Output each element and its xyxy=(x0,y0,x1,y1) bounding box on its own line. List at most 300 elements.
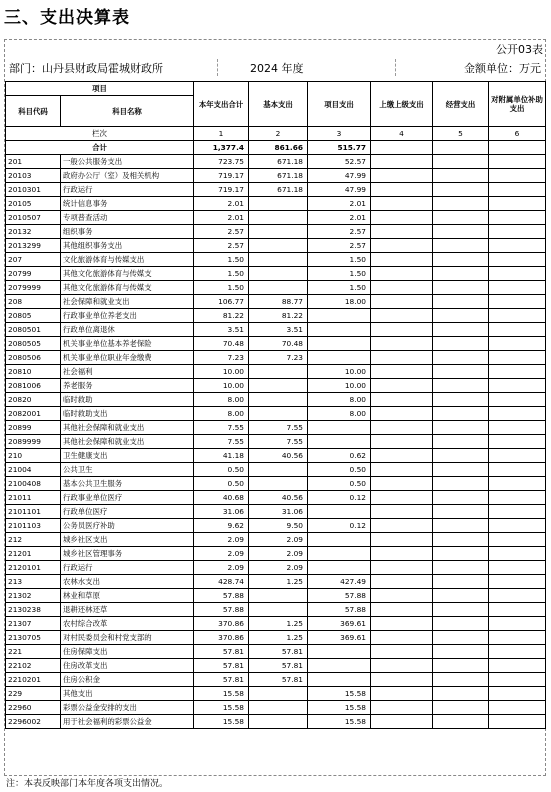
empty-cell xyxy=(489,155,546,169)
table-row xyxy=(6,169,546,183)
empty-cell xyxy=(433,407,489,421)
row-total: 0.50 xyxy=(194,477,249,491)
table-row xyxy=(6,309,546,323)
row-basic xyxy=(249,463,308,477)
table-row xyxy=(6,463,546,477)
row-project xyxy=(308,505,371,519)
row-project xyxy=(308,323,371,337)
row-basic: 1.25 xyxy=(249,575,308,589)
row-total: 2.01 xyxy=(194,211,249,225)
row-basic: 7.55 xyxy=(249,421,308,435)
row-total: 8.00 xyxy=(194,407,249,421)
row-code: 20805 xyxy=(6,309,61,323)
empty-cell xyxy=(371,533,433,547)
header-name: 科目名称 xyxy=(61,96,194,127)
empty-cell xyxy=(433,715,489,729)
empty-cell xyxy=(371,379,433,393)
table-row xyxy=(6,687,546,701)
empty-cell xyxy=(371,435,433,449)
empty-cell xyxy=(433,337,489,351)
table-row xyxy=(6,351,546,365)
empty-cell xyxy=(371,715,433,729)
row-total: 40.68 xyxy=(194,491,249,505)
empty-cell xyxy=(433,169,489,183)
empty-cell xyxy=(489,533,546,547)
row-project: 0.12 xyxy=(308,491,371,505)
table-row xyxy=(6,421,546,435)
empty-cell xyxy=(489,589,546,603)
row-basic: 9.50 xyxy=(249,519,308,533)
empty-cell xyxy=(489,659,546,673)
table-row xyxy=(6,575,546,589)
empty-cell xyxy=(433,155,489,169)
row-project: 1.50 xyxy=(308,281,371,295)
row-total: 57.81 xyxy=(194,645,249,659)
total-basic: 861.66 xyxy=(249,141,308,155)
table-body xyxy=(6,127,546,729)
table-row xyxy=(6,449,546,463)
row-project xyxy=(308,337,371,351)
row-project: 8.00 xyxy=(308,407,371,421)
row-basic xyxy=(249,253,308,267)
row-code: 207 xyxy=(6,253,61,267)
empty-cell xyxy=(371,337,433,351)
row-project: 15.58 xyxy=(308,687,371,701)
row-basic: 40.56 xyxy=(249,491,308,505)
table-row xyxy=(6,617,546,631)
empty-cell xyxy=(433,379,489,393)
row-total: 57.88 xyxy=(194,589,249,603)
row-basic: 70.48 xyxy=(249,337,308,351)
year-label: 2024 年度 xyxy=(250,62,304,75)
empty-cell xyxy=(433,659,489,673)
row-code: 2210201 xyxy=(6,673,61,687)
row-total: 370.86 xyxy=(194,631,249,645)
row-basic: 2.09 xyxy=(249,561,308,575)
row-project: 2.01 xyxy=(308,211,371,225)
row-project xyxy=(308,435,371,449)
empty-cell xyxy=(489,281,546,295)
row-name: 行政运行 xyxy=(61,561,194,575)
row-basic: 1.25 xyxy=(249,617,308,631)
footnote: 注：本表反映部门本年度各项支出情况。 xyxy=(6,779,169,789)
row-total: 10.00 xyxy=(194,379,249,393)
empty-cell xyxy=(433,561,489,575)
index-row-label: 栏次 xyxy=(6,127,194,141)
empty-cell xyxy=(489,183,546,197)
row-basic: 2.09 xyxy=(249,547,308,561)
header-code: 科目代码 xyxy=(6,96,61,127)
row-name: 养老服务 xyxy=(61,379,194,393)
table-row xyxy=(6,645,546,659)
table-row xyxy=(6,337,546,351)
row-total: 7.55 xyxy=(194,435,249,449)
row-total: 57.81 xyxy=(194,673,249,687)
row-basic: 7.23 xyxy=(249,351,308,365)
empty-cell xyxy=(371,253,433,267)
header-upper: 上缴上级支出 xyxy=(371,82,433,127)
table-row xyxy=(6,281,546,295)
row-code: 2013299 xyxy=(6,239,61,253)
empty-cell xyxy=(433,435,489,449)
empty-cell xyxy=(433,673,489,687)
row-basic xyxy=(249,589,308,603)
table-row xyxy=(6,393,546,407)
row-code: 2130705 xyxy=(6,631,61,645)
row-code: 2120101 xyxy=(6,561,61,575)
row-total: 2.09 xyxy=(194,533,249,547)
empty-cell xyxy=(371,575,433,589)
header-basic: 基本支出 xyxy=(249,82,308,127)
report-meta-bar xyxy=(5,59,545,76)
table-row xyxy=(6,477,546,491)
row-code: 21302 xyxy=(6,589,61,603)
row-project: 2.57 xyxy=(308,225,371,239)
empty-cell xyxy=(433,701,489,715)
row-basic xyxy=(249,603,308,617)
empty-cell xyxy=(489,449,546,463)
row-code: 2010301 xyxy=(6,183,61,197)
empty-cell xyxy=(489,603,546,617)
empty-cell xyxy=(489,253,546,267)
row-name: 行政运行 xyxy=(61,183,194,197)
row-total: 15.58 xyxy=(194,715,249,729)
row-total: 0.50 xyxy=(194,463,249,477)
table-row xyxy=(6,491,546,505)
row-project: 47.99 xyxy=(308,183,371,197)
row-code: 229 xyxy=(6,687,61,701)
table-row xyxy=(6,603,546,617)
row-basic: 81.22 xyxy=(249,309,308,323)
row-project xyxy=(308,421,371,435)
empty-cell xyxy=(371,631,433,645)
header-business: 经营支出 xyxy=(433,82,489,127)
row-name: 行政事业单位医疗 xyxy=(61,491,194,505)
row-name: 其他文化旅游体育与传媒支 xyxy=(61,281,194,295)
table-row xyxy=(6,239,546,253)
empty-cell xyxy=(433,393,489,407)
row-name: 机关事业单位基本养老保险 xyxy=(61,337,194,351)
empty-cell xyxy=(371,491,433,505)
empty-cell xyxy=(371,673,433,687)
row-code: 212 xyxy=(6,533,61,547)
row-project xyxy=(308,309,371,323)
empty-cell xyxy=(371,589,433,603)
empty-cell xyxy=(433,253,489,267)
empty-cell xyxy=(371,617,433,631)
row-code: 2079999 xyxy=(6,281,61,295)
row-total: 15.58 xyxy=(194,687,249,701)
empty-cell xyxy=(433,225,489,239)
row-name: 专项普查活动 xyxy=(61,211,194,225)
row-basic: 1.25 xyxy=(249,631,308,645)
row-code: 20820 xyxy=(6,393,61,407)
table-row xyxy=(6,561,546,575)
row-name: 机关事业单位职业年金缴费 xyxy=(61,351,194,365)
empty-cell xyxy=(433,323,489,337)
empty-cell xyxy=(489,491,546,505)
empty-cell xyxy=(489,519,546,533)
row-total: 31.06 xyxy=(194,505,249,519)
empty-cell xyxy=(433,267,489,281)
total-project: 515.77 xyxy=(308,141,371,155)
table-row xyxy=(6,183,546,197)
row-total: 8.00 xyxy=(194,393,249,407)
row-name: 社会福利 xyxy=(61,365,194,379)
row-basic xyxy=(249,477,308,491)
empty-cell xyxy=(489,421,546,435)
row-name: 行政单位离退休 xyxy=(61,323,194,337)
row-total: 428.74 xyxy=(194,575,249,589)
row-project: 57.88 xyxy=(308,589,371,603)
row-project: 0.50 xyxy=(308,477,371,491)
row-basic: 671.18 xyxy=(249,169,308,183)
empty-cell xyxy=(371,155,433,169)
row-name: 其他支出 xyxy=(61,687,194,701)
empty-cell xyxy=(489,407,546,421)
empty-cell xyxy=(489,323,546,337)
row-basic: 671.18 xyxy=(249,155,308,169)
empty-cell xyxy=(489,225,546,239)
row-name: 基本公共卫生服务 xyxy=(61,477,194,491)
row-basic: 31.06 xyxy=(249,505,308,519)
row-code: 2130238 xyxy=(6,603,61,617)
row-project: 52.57 xyxy=(308,155,371,169)
empty-cell xyxy=(433,351,489,365)
table-row xyxy=(6,379,546,393)
empty-cell xyxy=(433,491,489,505)
empty-cell xyxy=(433,519,489,533)
row-total: 1.50 xyxy=(194,253,249,267)
row-code: 2080506 xyxy=(6,351,61,365)
row-name: 其他组织事务支出 xyxy=(61,239,194,253)
row-code: 2081006 xyxy=(6,379,61,393)
page-title: 三、支出决算表 xyxy=(4,8,130,28)
empty-cell xyxy=(489,435,546,449)
row-name: 行政单位医疗 xyxy=(61,505,194,519)
row-project: 10.00 xyxy=(308,379,371,393)
row-project: 369.61 xyxy=(308,617,371,631)
empty-cell xyxy=(433,281,489,295)
row-total: 370.86 xyxy=(194,617,249,631)
table-row xyxy=(6,519,546,533)
row-basic: 40.56 xyxy=(249,449,308,463)
row-name: 用于社会福利的彩票公益金 xyxy=(61,715,194,729)
empty-cell xyxy=(371,309,433,323)
empty-cell xyxy=(433,505,489,519)
row-code: 201 xyxy=(6,155,61,169)
empty-cell xyxy=(371,365,433,379)
row-total: 7.23 xyxy=(194,351,249,365)
empty-cell xyxy=(371,505,433,519)
row-name: 其他文化旅游体育与传媒支 xyxy=(61,267,194,281)
row-basic xyxy=(249,225,308,239)
index-cell: 6 xyxy=(489,127,546,141)
row-name: 公共卫生 xyxy=(61,463,194,477)
row-name: 城乡社区支出 xyxy=(61,533,194,547)
row-project: 2.57 xyxy=(308,239,371,253)
empty-cell xyxy=(433,533,489,547)
empty-cell xyxy=(489,141,546,155)
row-project: 15.58 xyxy=(308,701,371,715)
row-basic: 57.81 xyxy=(249,645,308,659)
empty-cell xyxy=(371,225,433,239)
row-name: 住房改革支出 xyxy=(61,659,194,673)
header-project: 项目支出 xyxy=(308,82,371,127)
row-basic xyxy=(249,379,308,393)
empty-cell xyxy=(371,169,433,183)
row-project: 0.62 xyxy=(308,449,371,463)
index-cell: 5 xyxy=(433,127,489,141)
row-total: 2.01 xyxy=(194,197,249,211)
empty-cell xyxy=(371,267,433,281)
empty-cell xyxy=(433,309,489,323)
row-code: 2100408 xyxy=(6,477,61,491)
row-code: 21307 xyxy=(6,617,61,631)
row-name: 一般公共服务支出 xyxy=(61,155,194,169)
row-basic xyxy=(249,211,308,225)
table-row xyxy=(6,225,546,239)
row-project xyxy=(308,351,371,365)
row-code: 213 xyxy=(6,575,61,589)
row-name: 彩票公益金安排的支出 xyxy=(61,701,194,715)
empty-cell xyxy=(433,449,489,463)
row-code: 2080505 xyxy=(6,337,61,351)
row-basic xyxy=(249,715,308,729)
table-row xyxy=(6,659,546,673)
table-row xyxy=(6,323,546,337)
row-project: 2.01 xyxy=(308,197,371,211)
row-total: 719.17 xyxy=(194,169,249,183)
table-row xyxy=(6,631,546,645)
row-basic xyxy=(249,701,308,715)
department-label: 部门：山丹县财政局霍城财政所 xyxy=(9,62,163,75)
row-code: 22102 xyxy=(6,659,61,673)
empty-cell xyxy=(433,645,489,659)
row-basic xyxy=(249,197,308,211)
row-code: 21201 xyxy=(6,547,61,561)
empty-cell xyxy=(433,631,489,645)
empty-cell xyxy=(433,463,489,477)
empty-cell xyxy=(489,365,546,379)
row-basic: 88.77 xyxy=(249,295,308,309)
empty-cell xyxy=(489,239,546,253)
table-row xyxy=(6,701,546,715)
row-name: 城乡社区管理事务 xyxy=(61,547,194,561)
index-cell: 3 xyxy=(308,127,371,141)
empty-cell xyxy=(371,239,433,253)
index-cell: 4 xyxy=(371,127,433,141)
row-name: 退耕还林还草 xyxy=(61,603,194,617)
empty-cell xyxy=(433,183,489,197)
row-code: 20899 xyxy=(6,421,61,435)
row-code: 21004 xyxy=(6,463,61,477)
row-total: 719.17 xyxy=(194,183,249,197)
row-name: 公务员医疗补助 xyxy=(61,519,194,533)
expenditure-table xyxy=(5,81,546,729)
row-project xyxy=(308,561,371,575)
row-code: 208 xyxy=(6,295,61,309)
row-project xyxy=(308,533,371,547)
row-basic: 2.09 xyxy=(249,533,308,547)
row-basic xyxy=(249,393,308,407)
empty-cell xyxy=(371,407,433,421)
table-row xyxy=(6,155,546,169)
row-name: 组织事务 xyxy=(61,225,194,239)
table-row xyxy=(6,211,546,225)
row-project: 0.50 xyxy=(308,463,371,477)
row-code: 2101103 xyxy=(6,519,61,533)
row-total: 70.48 xyxy=(194,337,249,351)
row-total: 106.77 xyxy=(194,295,249,309)
row-name: 文化旅游体育与传媒支出 xyxy=(61,253,194,267)
row-basic: 57.81 xyxy=(249,659,308,673)
row-total: 2.57 xyxy=(194,225,249,239)
table-row xyxy=(6,589,546,603)
row-code: 20132 xyxy=(6,225,61,239)
row-project xyxy=(308,659,371,673)
row-code: 2080501 xyxy=(6,323,61,337)
row-basic xyxy=(249,687,308,701)
table-row xyxy=(6,253,546,267)
header-item-group: 项目 xyxy=(6,82,194,96)
row-name: 统计信息事务 xyxy=(61,197,194,211)
empty-cell xyxy=(433,365,489,379)
row-code: 21011 xyxy=(6,491,61,505)
row-project: 1.50 xyxy=(308,253,371,267)
empty-cell xyxy=(371,701,433,715)
empty-cell xyxy=(371,211,433,225)
table-row xyxy=(6,295,546,309)
table-row xyxy=(6,673,546,687)
empty-cell xyxy=(489,393,546,407)
row-code: 2089999 xyxy=(6,435,61,449)
total-row xyxy=(6,141,546,155)
empty-cell xyxy=(371,393,433,407)
empty-cell xyxy=(489,505,546,519)
table-row xyxy=(6,533,546,547)
empty-cell xyxy=(433,211,489,225)
row-code: 210 xyxy=(6,449,61,463)
row-code: 221 xyxy=(6,645,61,659)
empty-cell xyxy=(489,463,546,477)
empty-cell xyxy=(371,477,433,491)
row-name: 临时救助支出 xyxy=(61,407,194,421)
table-row xyxy=(6,365,546,379)
row-name: 其他社会保障和就业支出 xyxy=(61,435,194,449)
row-total: 10.00 xyxy=(194,365,249,379)
row-basic xyxy=(249,239,308,253)
empty-cell xyxy=(371,463,433,477)
empty-cell xyxy=(489,561,546,575)
meta-divider xyxy=(217,59,218,76)
unit-label: 金额单位：万元 xyxy=(464,62,541,75)
empty-cell xyxy=(371,351,433,365)
empty-cell xyxy=(371,519,433,533)
row-project: 8.00 xyxy=(308,393,371,407)
row-total: 57.81 xyxy=(194,659,249,673)
empty-cell xyxy=(371,295,433,309)
row-total: 9.62 xyxy=(194,519,249,533)
empty-cell xyxy=(371,603,433,617)
index-cell: 2 xyxy=(249,127,308,141)
meta-divider xyxy=(395,59,396,76)
row-basic: 57.81 xyxy=(249,673,308,687)
row-basic xyxy=(249,267,308,281)
total-sum: 1,377.4 xyxy=(194,141,249,155)
empty-cell xyxy=(371,323,433,337)
row-total: 41.18 xyxy=(194,449,249,463)
